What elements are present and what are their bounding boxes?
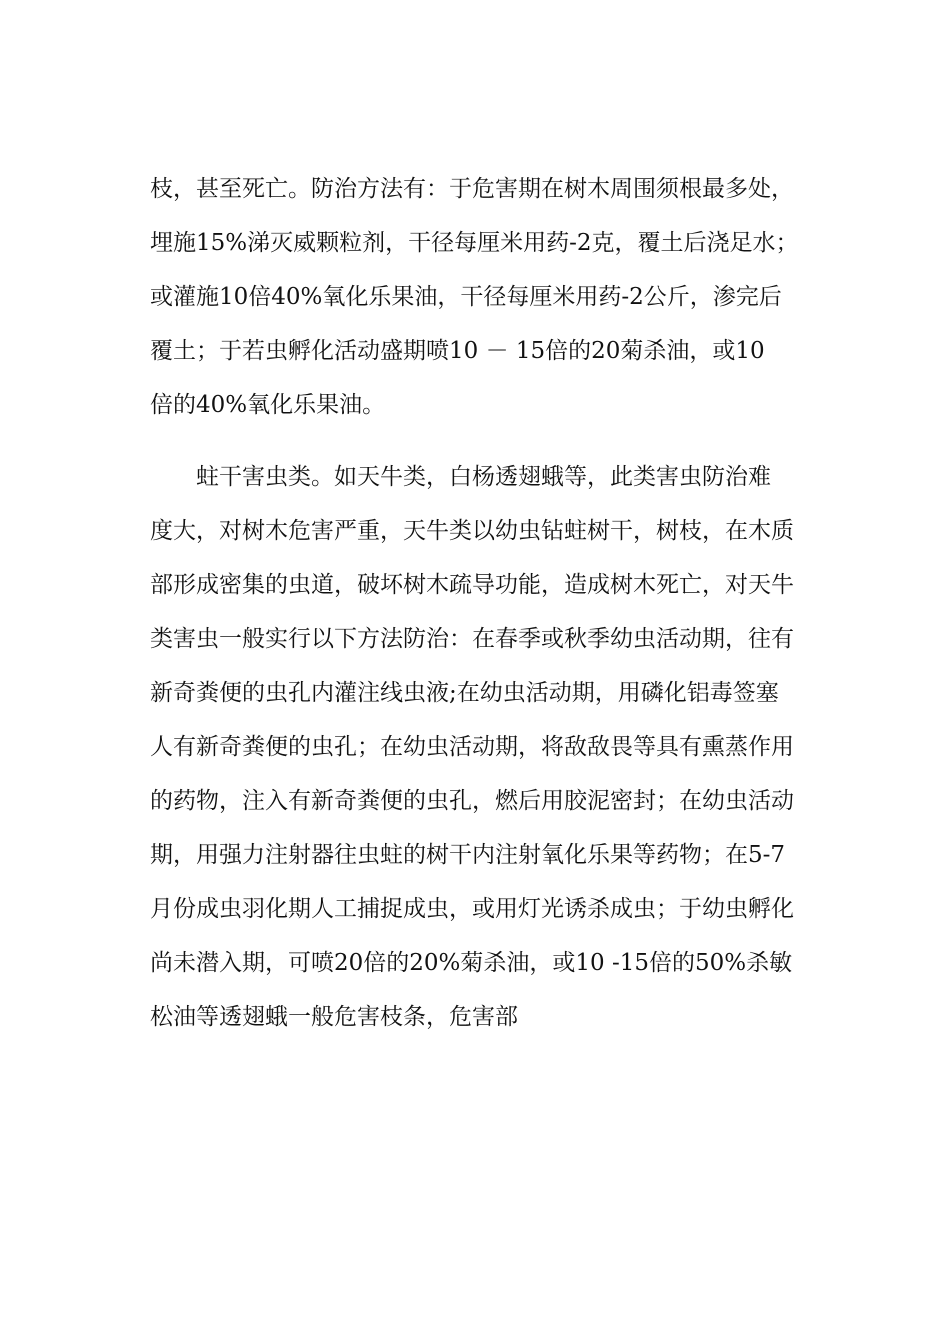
text-line: 松油等透翅蛾一般危害枝条，危害部 bbox=[150, 1004, 518, 1030]
text-line: 蛀干害虫类。如天牛类，白杨透翅蛾等，此类害虫防治难 bbox=[196, 464, 771, 490]
text-line: 度大，对树木危害严重，天牛类以幼虫钻蛀树干，树枝，在木质 bbox=[150, 518, 794, 544]
text-line: 月份成虫羽化期人工捕捉成虫，或用灯光诱杀成虫；于幼虫孵化 bbox=[150, 896, 794, 922]
text-line: 埋施15%涕灭威颗粒剂，干径每厘米用药-2克，覆土后浇足水； bbox=[150, 230, 799, 256]
paragraph-borer-pests bbox=[150, 450, 830, 1044]
text-line: 的药物，注入有新奇粪便的虫孔，燃后用胶泥密封；在幼虫活动 bbox=[150, 788, 794, 814]
text-line: 枝，甚至死亡。防治方法有：于危害期在树木周围须根最多处， bbox=[150, 176, 794, 202]
text-line: 类害虫一般实行以下方法防治：在春季或秋季幼虫活动期，往有 bbox=[150, 626, 794, 652]
text-line: 覆土；于若虫孵化活动盛期喷10 － 15倍的20菊杀油，或10 bbox=[150, 338, 765, 364]
text-line: 人有新奇粪便的虫孔；在幼虫活动期，将敌敌畏等具有熏蒸作用 bbox=[150, 734, 794, 760]
text-line: 尚未潜入期，可喷20倍的20%菊杀油，或10 -15倍的50%杀敏 bbox=[150, 950, 793, 976]
text-line: 倍的40%氧化乐果油。 bbox=[150, 392, 386, 418]
text-line: 期，用强力注射器往虫蛀的树干内注射氧化乐果等药物；在5-7 bbox=[150, 842, 786, 868]
text-line: 部形成密集的虫道，破坏树木疏导功能，造成树木死亡，对天牛 bbox=[150, 572, 794, 598]
paragraph-gap bbox=[150, 432, 830, 450]
text-line: 新奇粪便的虫孔内灌注线虫液;在幼虫活动期，用磷化铝毒签塞 bbox=[150, 680, 779, 706]
body-text bbox=[150, 162, 830, 1044]
paragraph-pest-control-methods bbox=[150, 162, 830, 432]
text-line: 或灌施10倍40%氧化乐果油，干径每厘米用药-2公斤，渗完后 bbox=[150, 284, 782, 310]
